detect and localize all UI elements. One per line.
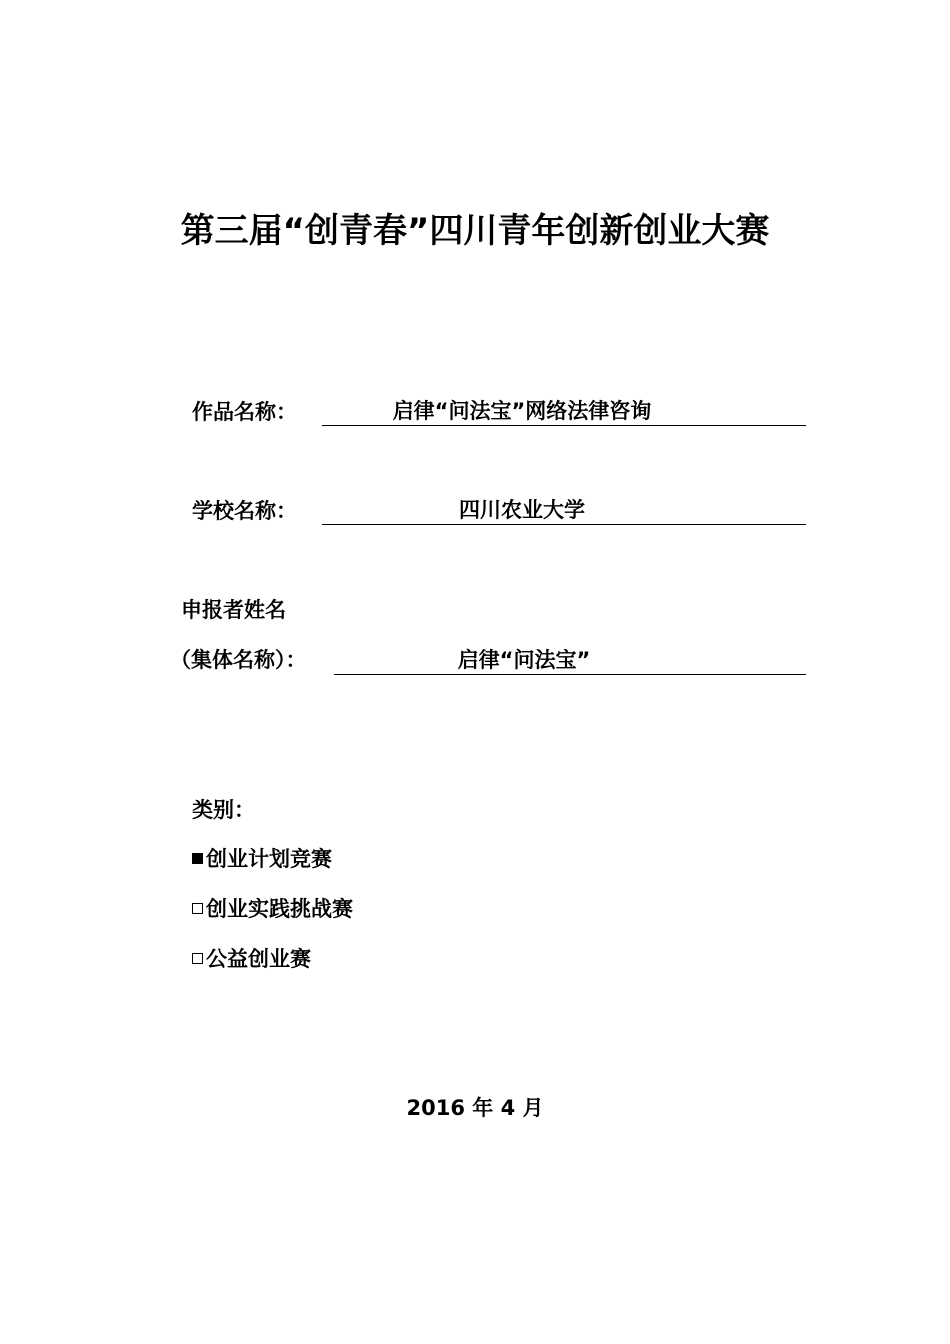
category-option-label: 公益创业赛 <box>206 947 311 971</box>
checked-box-icon[interactable] <box>192 853 203 864</box>
applicant-label-line1: 申报者姓名 <box>181 598 286 622</box>
category-option-business-plan[interactable] <box>192 845 332 873</box>
unchecked-box-icon[interactable] <box>192 903 203 914</box>
category-option-practice[interactable] <box>192 895 353 923</box>
school-name-label: 学校名称： <box>192 499 297 523</box>
work-name-label: 作品名称： <box>192 400 297 424</box>
category-option-label: 创业实践挑战赛 <box>206 897 353 921</box>
category-label: 类别： <box>192 798 255 822</box>
category-option-label: 创业计划竞赛 <box>206 847 332 871</box>
page-title: 第三届“创青春”四川青年创新创业大赛 <box>180 211 770 251</box>
category-option-public-welfare[interactable] <box>192 945 311 973</box>
document-date: 2016 年 4 月 <box>406 1096 544 1120</box>
applicant-label-line2: （集体名称）： <box>170 648 307 672</box>
school-name-value: 四川农业大学 <box>459 498 585 522</box>
applicant-value: 启律“问法宝” <box>457 648 591 672</box>
unchecked-box-icon[interactable] <box>192 953 203 964</box>
work-name-value: 启律“问法宝”网络法律咨询 <box>392 399 652 423</box>
